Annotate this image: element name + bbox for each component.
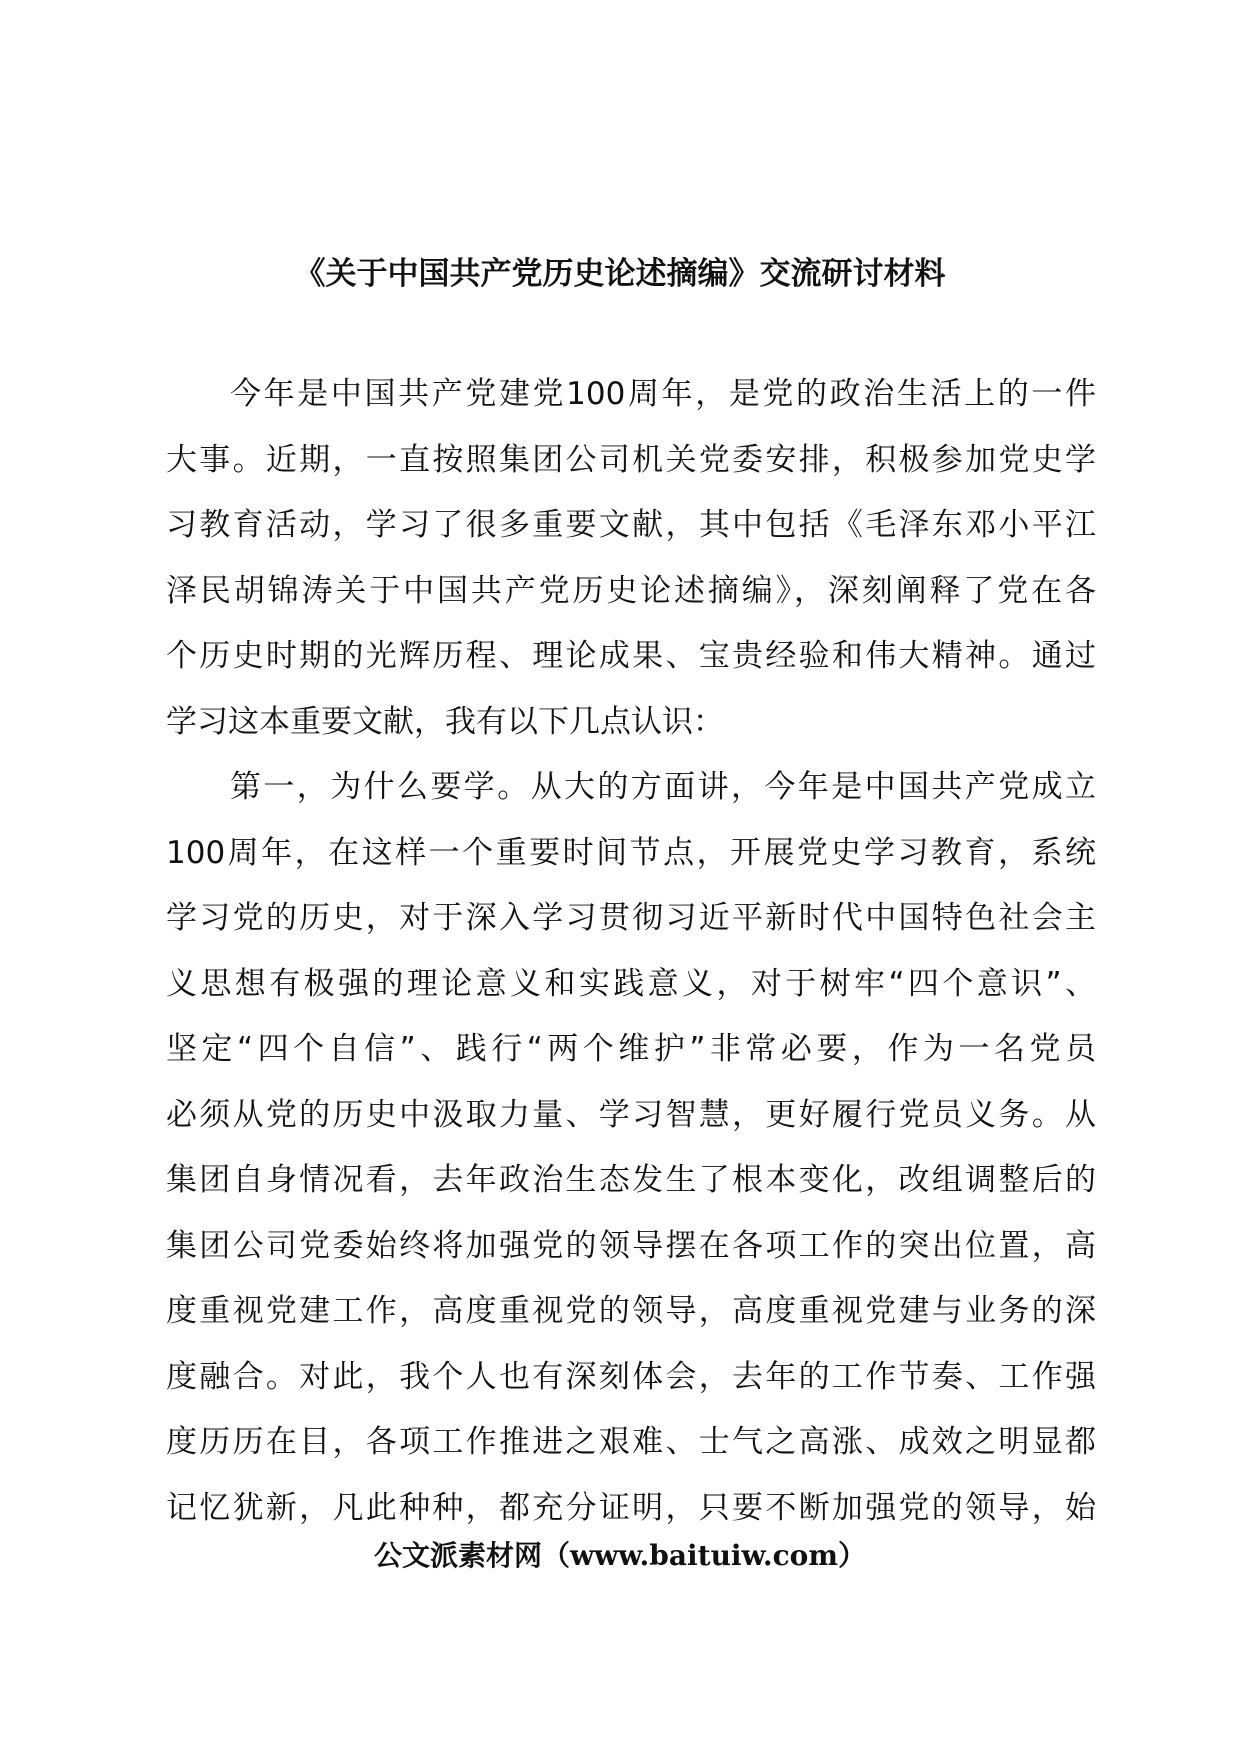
body-line: 记忆犹新，凡此种种，都充分证明，只要不断加强党的领导，始 (166, 1489, 1096, 1526)
body-line: 坚定“四个自信”、践行“两个维护”非常必要，作为一名党员 (166, 1031, 1096, 1067)
body-line: 义思想有极强的理论意义和实践意义，对于树牢“四个意识”、 (166, 965, 1096, 1002)
body-line: 集团公司党委始终将加强党的领导摆在各项工作的突出位置，高 (166, 1227, 1096, 1264)
body-line: 必须从党的历史中汲取力量、学习智慧，更好履行党员义务。从 (166, 1096, 1096, 1133)
body-line: 度历历在目，各项工作推进之艰难、士气之高涨、成效之明显都 (166, 1424, 1096, 1460)
body-line: 今年是中国共产党建党100周年，是党的政治生活上的一件 (230, 376, 1096, 412)
body-line: 100周年，在这样一个重要时间节点，开展党史学习教育，系统 (166, 834, 1096, 871)
body-line: 泽民胡锦涛关于中国共产党历史论述摘编》，深刻阐释了党在各 (166, 572, 1096, 609)
document-title: 《关于中国共产党历史论述摘编》交流研讨材料 (294, 256, 946, 292)
body-line: 大事。近期，一直按照集团公司机关党委安排，积极参加党史学 (166, 441, 1096, 478)
body-line: 个历史时期的光辉历程、理论成果、宝贵经验和伟大精神。通过 (166, 638, 1096, 674)
body-line: 度融合。对此，我个人也有深刻体会，去年的工作节奏、工作强 (166, 1358, 1096, 1395)
body-line: 学习这本重要文献，我有以下几点认识： (166, 703, 724, 740)
body-line: 学习党的历史，对于深入学习贯彻习近平新时代中国特色社会主 (166, 900, 1096, 936)
body-line: 习教育活动，学习了很多重要文献，其中包括《毛泽东邓小平江 (166, 507, 1096, 543)
document-body (166, 372, 1096, 1551)
body-line: 集团自身情况看，去年政治生态发生了根本变化，改组调整后的 (166, 1162, 1096, 1198)
footer-watermark-text: 公文派素材网（www.baituiw.com） (374, 1539, 866, 1572)
body-line: 度重视党建工作，高度重视党的领导，高度重视党建与业务的深 (166, 1293, 1096, 1329)
body-line: 第一，为什么要学。从大的方面讲，今年是中国共产党成立 (230, 769, 1096, 805)
